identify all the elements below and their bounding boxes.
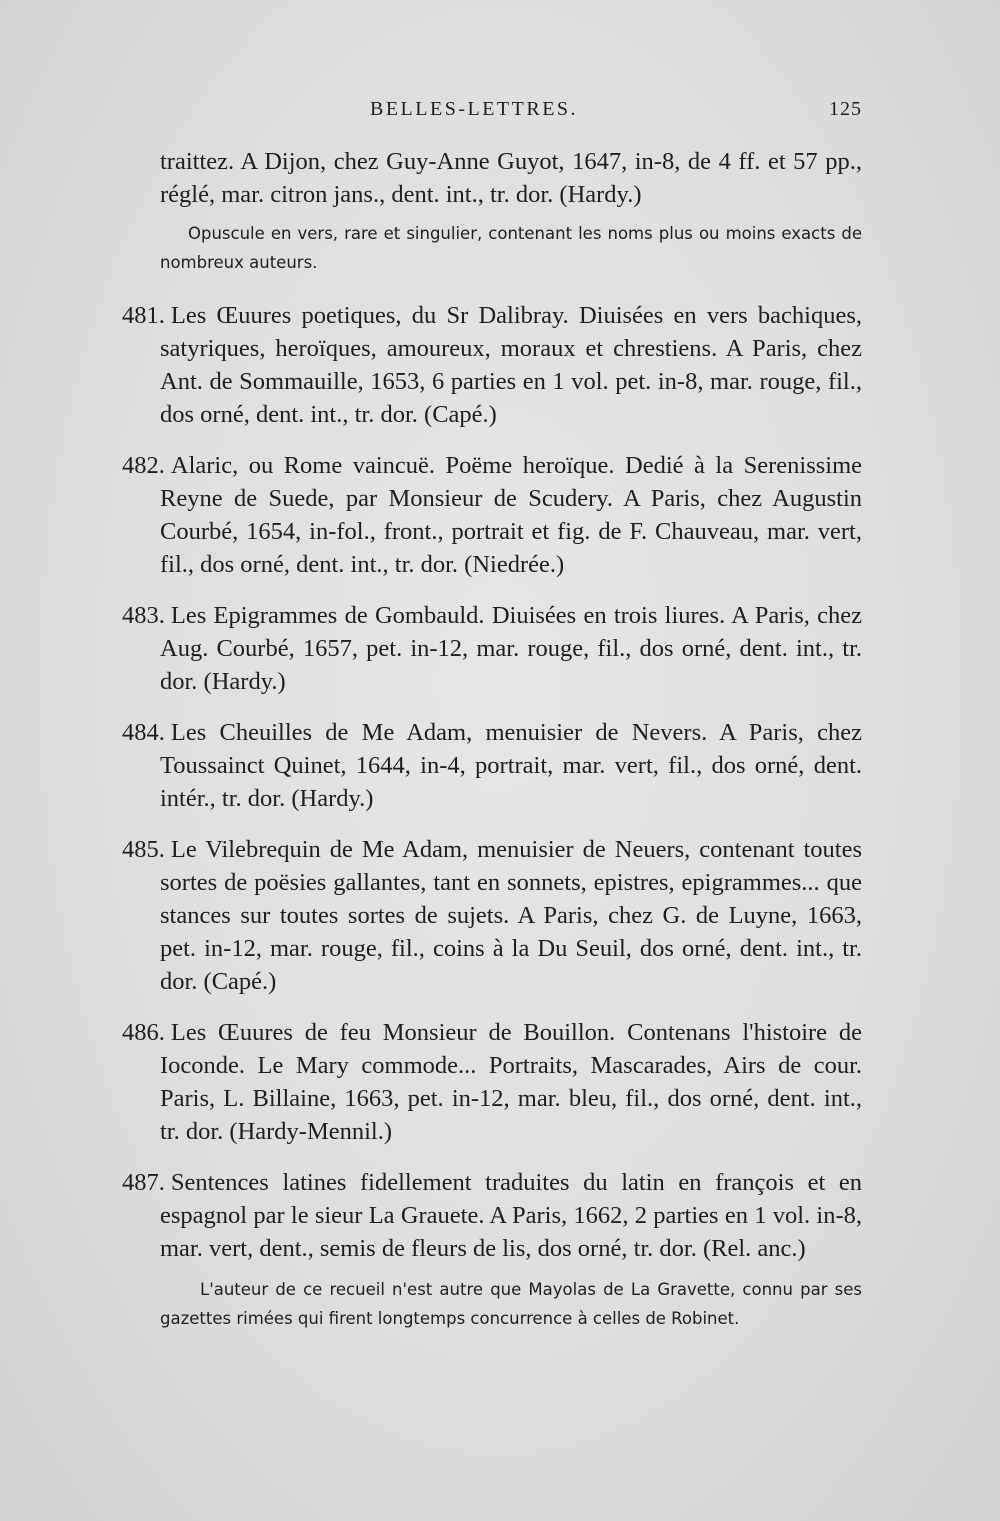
entry-note: Opuscule en vers, rare et singulier, contenant les noms plus ou moins exacts de nombreux auteurs.	[160, 224, 862, 272]
entry-note: L'auteur de ce recueil n'est autre que Mayolas de La Gravette, connu par ses gazettes rimées qui firent longtemps concurrence à celles de Robinet.	[160, 1280, 862, 1328]
entry-484	[122, 716, 862, 815]
entry-number: 486.	[122, 1019, 165, 1046]
entry-text: Alaric, ou Rome vaincuë. Poëme heroïque. Dedié à la Serenissime Reyne de Suede, par Monsieur de Scudery. A Paris, chez Augustin Courbé, 1654, in-fol., front., portrait et fig. de F. Chauveau, mar. vert, fil., dos orné, dent. int., tr. dor. (Niedrée.)	[160, 452, 862, 578]
entry-number: 481.	[122, 302, 165, 329]
entry-text: Les Cheuilles de Me Adam, menuisier de Nevers. A Paris, chez Toussainct Quinet, 1644, in-4, portrait, mar. vert, fil., dos orné, dent. intér., tr. dor. (Hardy.)	[160, 719, 862, 812]
entry-481	[122, 299, 862, 431]
entry-text: Les Œuures de feu Monsieur de Bouillon. Contenans l'histoire de Ioconde. Le Mary commode... Portraits, Mascarades, Airs de cour. Paris, L. Billaine, 1663, pet. in-12, mar. bleu, fil., dos orné, dent. int., tr. dor. (Hardy-Mennil.)	[160, 1019, 862, 1145]
entry-482	[122, 449, 862, 581]
entry-text: Les Œuures poetiques, du Sr Dalibray. Diuisées en vers bachiques, satyriques, heroïques, amoureux, moraux et chrestiens. A Paris, chez Ant. de Sommauille, 1653, 6 parties en 1 vol. pet. in-8, mar. rouge, fil., dos orné, dent. int., tr. dor. (Capé.)	[160, 302, 862, 428]
page-number: 125	[829, 98, 862, 120]
entry-number: 483.	[122, 602, 165, 629]
header-title: BELLES-LETTRES.	[370, 98, 579, 120]
entry-text: Les Epigrammes de Gombauld. Diuisées en trois liures. A Paris, chez Aug. Courbé, 1657, pet. in-12, mar. rouge, fil., dos orné, dent. int., tr. dor. (Hardy.)	[160, 602, 862, 695]
entry-continued	[160, 145, 862, 211]
entry-483	[122, 599, 862, 698]
entry-number: 482.	[122, 452, 165, 479]
entry-number: 487.	[122, 1169, 165, 1196]
entry-text: traittez. A Dijon, chez Guy-Anne Guyot, 1647, in-8, de 4 ff. et 57 pp., réglé, mar. citron jans., dent. int., tr. dor. (Hardy.)	[160, 148, 862, 208]
entry-text: Sentences latines fidellement traduites du latin en françois et en espagnol par le sieur La Grauete. A Paris, 1662, 2 parties en 1 vol. in-8, mar. vert, dent., semis de fleurs de lis, dos orné, tr. dor. (Rel. anc.)	[160, 1169, 862, 1262]
entry-486	[122, 1016, 862, 1148]
entry-number: 484.	[122, 719, 165, 746]
entry-text: Le Vilebrequin de Me Adam, menuisier de Neuers, contenant toutes sortes de poësies gallantes, tant en sonnets, epistres, epigrammes... que stances sur toutes sortes de sujets. A Paris, chez G. de Luyne, 1663, pet. in-12, mar. rouge, fil., coins à la Du Seuil, dos orné, dent. int., tr. dor. (Capé.)	[160, 836, 862, 995]
entry-487	[122, 1166, 862, 1265]
running-header	[160, 98, 862, 128]
entry-number: 485.	[122, 836, 165, 863]
catalogue-text	[122, 145, 862, 1355]
entry-485	[122, 833, 862, 998]
